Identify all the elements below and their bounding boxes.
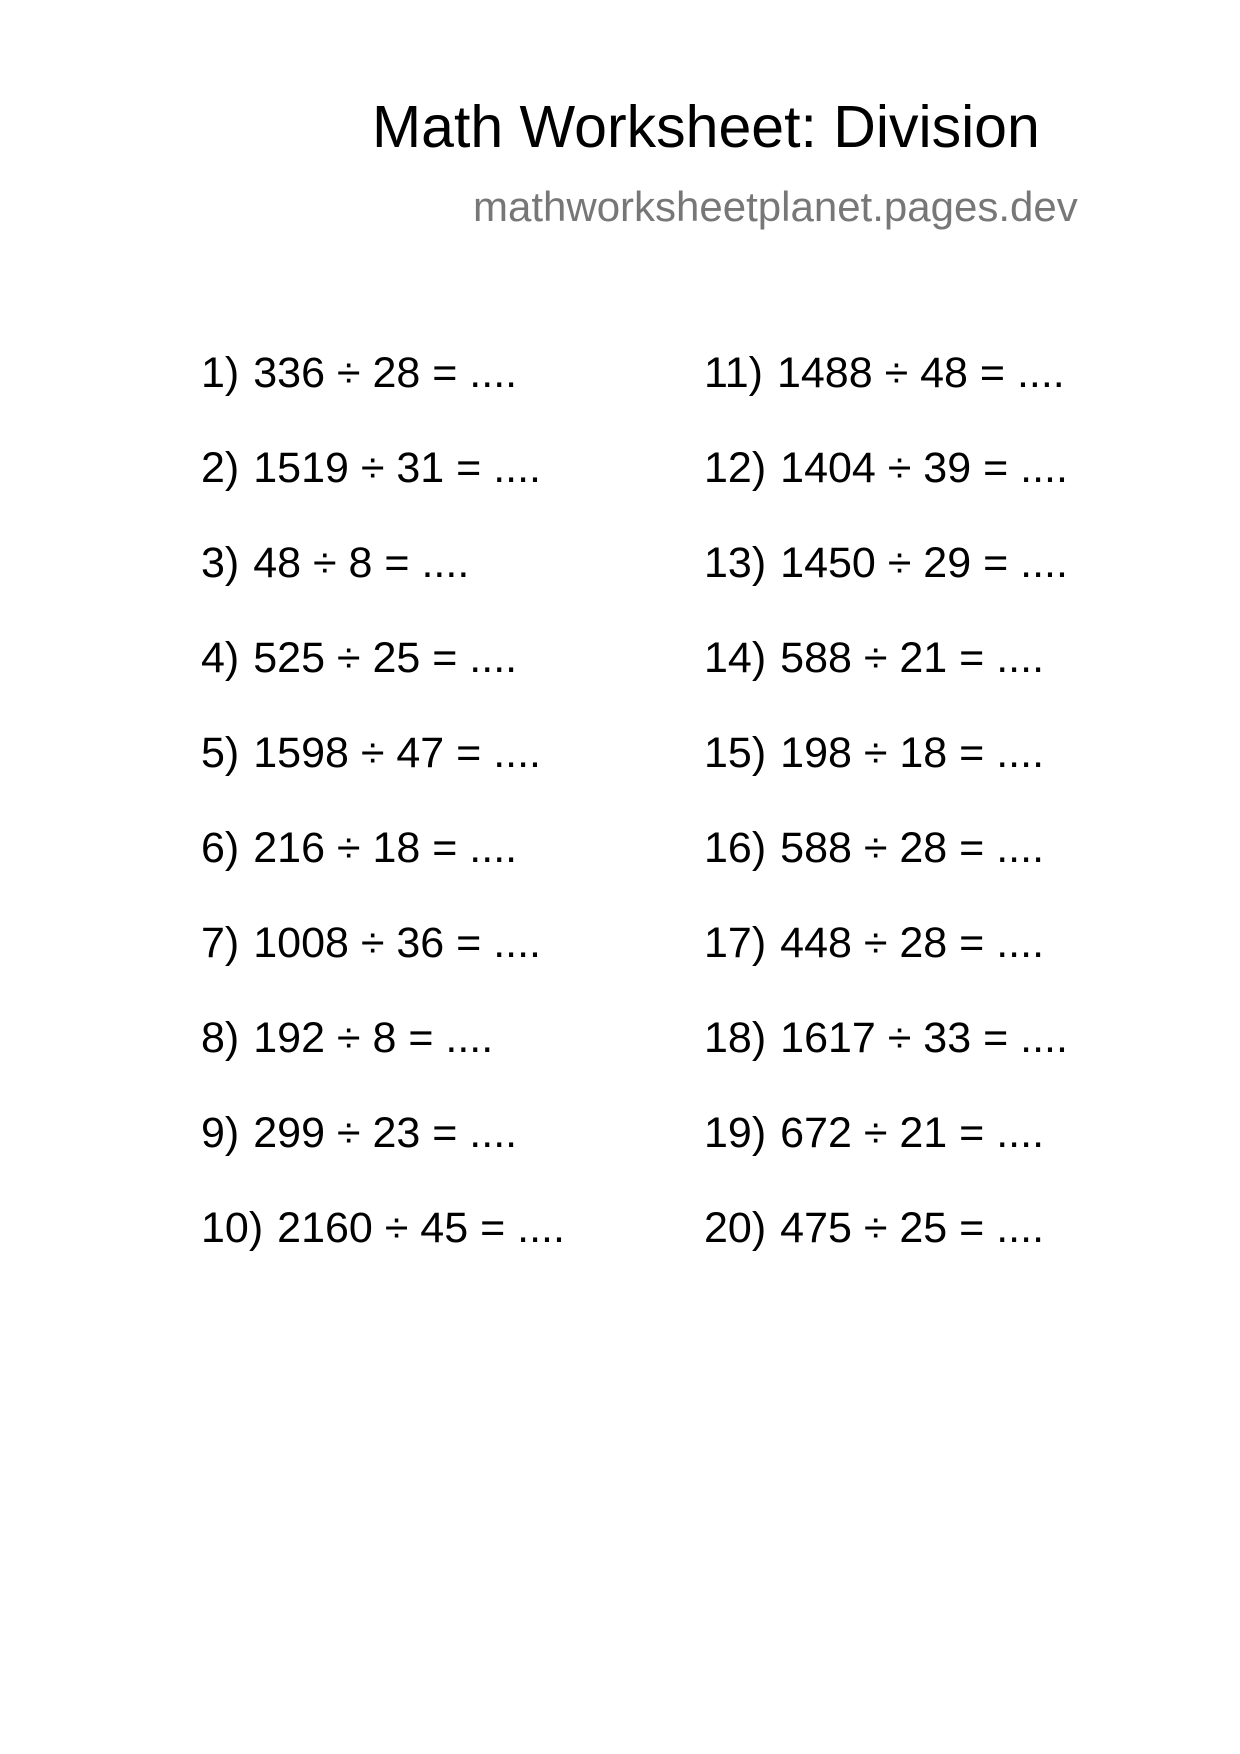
problem-item [704, 1109, 1068, 1207]
problem-number: 12) [704, 444, 767, 492]
problem-number: 17) [704, 919, 767, 967]
problem-expression: 475 ÷ 25 = .... [780, 1204, 1045, 1252]
problem-number: 19) [704, 1109, 767, 1157]
problem-number: 8) [201, 1014, 240, 1062]
problem-expression: 1008 ÷ 36 = .... [253, 919, 542, 967]
problem-item [201, 539, 565, 637]
problem-expression: 588 ÷ 28 = .... [780, 824, 1045, 872]
problem-item [201, 824, 565, 922]
problem-item [201, 444, 565, 542]
problem-number: 3) [201, 539, 240, 587]
problem-expression: 192 ÷ 8 = .... [253, 1014, 494, 1062]
problem-item [704, 634, 1068, 732]
site-url: mathworksheetplanet.pages.dev [473, 183, 1078, 230]
problem-item [704, 919, 1068, 1017]
problem-expression: 299 ÷ 23 = .... [253, 1109, 518, 1157]
problem-expression: 2160 ÷ 45 = .... [277, 1204, 565, 1252]
problem-expression: 1488 ÷ 48 = .... [776, 349, 1065, 397]
problem-expression: 672 ÷ 21 = .... [780, 1109, 1045, 1157]
problem-number: 16) [704, 824, 767, 872]
problem-number: 1) [201, 349, 240, 397]
problem-item [704, 1204, 1068, 1302]
problem-item [201, 919, 565, 1017]
problem-number: 6) [201, 824, 240, 872]
problem-expression: 198 ÷ 18 = .... [780, 729, 1045, 777]
problem-expression: 525 ÷ 25 = .... [253, 634, 518, 682]
problem-number: 20) [704, 1204, 767, 1252]
problem-number: 4) [201, 634, 240, 682]
problem-item [704, 539, 1068, 637]
problem-number: 15) [704, 729, 767, 777]
problem-number: 5) [201, 729, 240, 777]
problem-expression: 1450 ÷ 29 = .... [780, 539, 1068, 587]
problem-column-right [704, 349, 1068, 1302]
page-title: Math Worksheet: Division [372, 94, 1040, 160]
problem-item [704, 349, 1068, 447]
problem-column-left [201, 349, 565, 1302]
problem-expression: 216 ÷ 18 = .... [253, 824, 518, 872]
problem-number: 9) [201, 1109, 240, 1157]
problem-item [201, 1204, 565, 1302]
problem-number: 13) [704, 539, 767, 587]
problem-expression: 1598 ÷ 47 = .... [253, 729, 542, 777]
problem-expression: 48 ÷ 8 = .... [253, 539, 470, 587]
problem-item [704, 444, 1068, 542]
problem-number: 11) [704, 349, 763, 397]
problem-item [201, 1109, 565, 1207]
problem-item [201, 634, 565, 732]
problem-item [201, 1014, 565, 1112]
problem-expression: 1519 ÷ 31 = .... [253, 444, 542, 492]
problem-expression: 448 ÷ 28 = .... [780, 919, 1045, 967]
problem-expression: 1617 ÷ 33 = .... [780, 1014, 1068, 1062]
problem-number: 2) [201, 444, 240, 492]
problem-number: 14) [704, 634, 767, 682]
problem-item [704, 729, 1068, 827]
problem-item [704, 1014, 1068, 1112]
problem-expression: 336 ÷ 28 = .... [253, 349, 518, 397]
problem-item [201, 729, 565, 827]
problem-item [201, 349, 565, 447]
problem-number: 7) [201, 919, 240, 967]
problem-expression: 1404 ÷ 39 = .... [780, 444, 1068, 492]
problem-number: 10) [201, 1204, 264, 1252]
problem-expression: 588 ÷ 21 = .... [780, 634, 1045, 682]
problem-number: 18) [704, 1014, 767, 1062]
problem-item [704, 824, 1068, 922]
